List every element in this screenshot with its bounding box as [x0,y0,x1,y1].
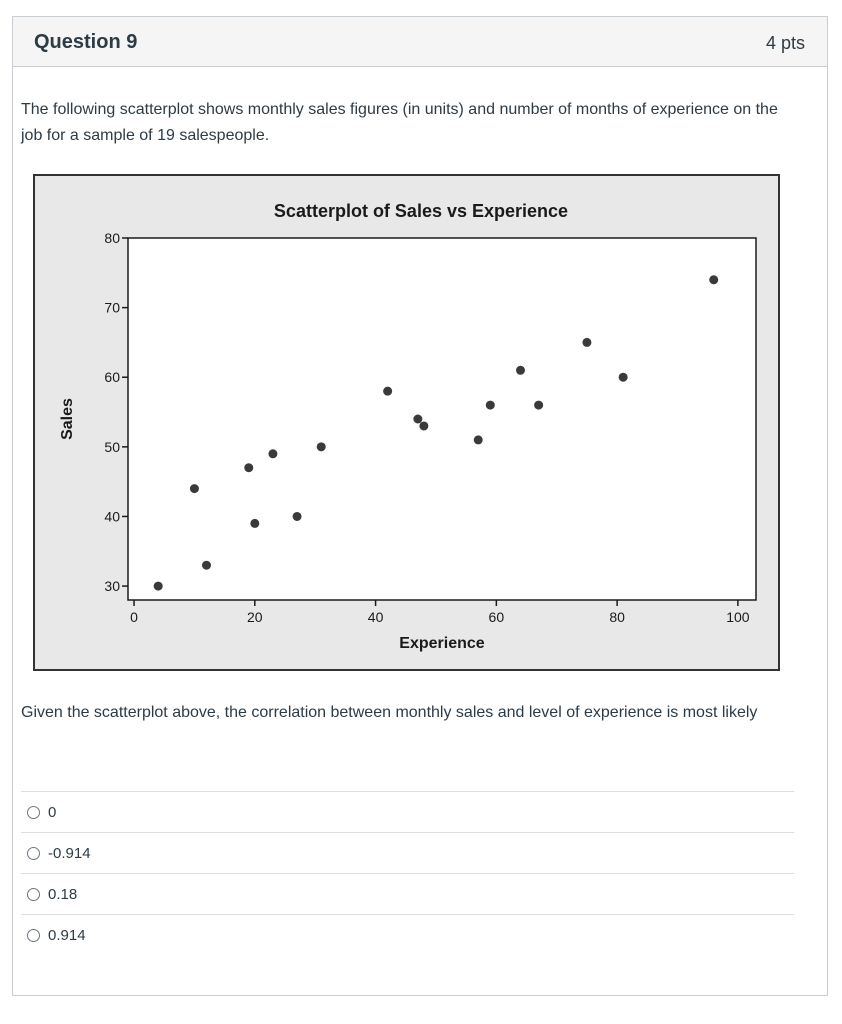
scatter-point [244,463,253,472]
y-tick-label: 60 [104,369,120,386]
question-title: Question 9 [34,31,138,53]
x-tick-label: 0 [130,609,138,625]
y-tick-label: 80 [104,230,120,246]
scatter-point [419,421,428,430]
scatterplot-figure [33,174,780,671]
scatter-point [709,275,718,284]
x-tick-label: 20 [247,609,263,625]
question-prompt: The following scatterplot shows monthly sales figures (in units) and number of months of experience on the job for a sample of 19 salespeople. [21,101,778,144]
y-tick-label: 30 [104,578,120,595]
answer-label: -0.914 [48,844,91,862]
scatter-point [202,561,211,570]
answer-label: 0 [48,803,57,821]
radio-button[interactable] [27,847,40,860]
x-tick-label: 40 [367,609,384,625]
question-points: 4 pts [765,33,805,53]
answer-option-1[interactable] [21,832,794,873]
x-tick-label: 80 [609,609,625,625]
x-tick-label: 100 [726,609,750,625]
question-text: Given the scatterplot above, the correlation between monthly sales and level of experience is most likely [21,704,758,721]
x-tick-label: 60 [488,609,505,625]
answer-option-0[interactable] [21,791,794,832]
scatter-point [268,449,277,458]
scatter-point [582,338,591,347]
radio-button[interactable] [27,929,40,942]
answer-option-3[interactable] [21,914,794,955]
answer-label: 0.18 [48,885,78,903]
scatter-point [619,373,628,382]
answer-list [21,791,794,955]
scatter-point [534,401,543,410]
answer-label: 0.914 [48,926,86,944]
scatter-point [383,387,392,396]
scatter-point [413,415,422,424]
scatter-point [486,401,495,410]
y-axis-label: Sales [59,398,76,440]
scatter-point [317,442,326,451]
y-tick-label: 40 [104,508,120,525]
radio-button[interactable] [27,806,40,819]
y-tick-label: 70 [104,299,120,316]
radio-button[interactable] [27,888,40,901]
answer-option-2[interactable] [21,873,794,914]
scatter-point [293,512,302,521]
x-axis-label: Experience [399,635,485,652]
y-tick-label: 50 [104,438,120,455]
question-header [13,17,827,67]
scatter-point [474,435,483,444]
chart-title: Scatterplot of Sales vs Experience [273,201,569,221]
plot-area [128,238,756,600]
scatter-point [154,582,163,591]
scatter-point [516,366,525,375]
scatter-point [190,484,199,493]
scatterplot-chart [35,176,778,669]
scatter-point [250,519,259,528]
